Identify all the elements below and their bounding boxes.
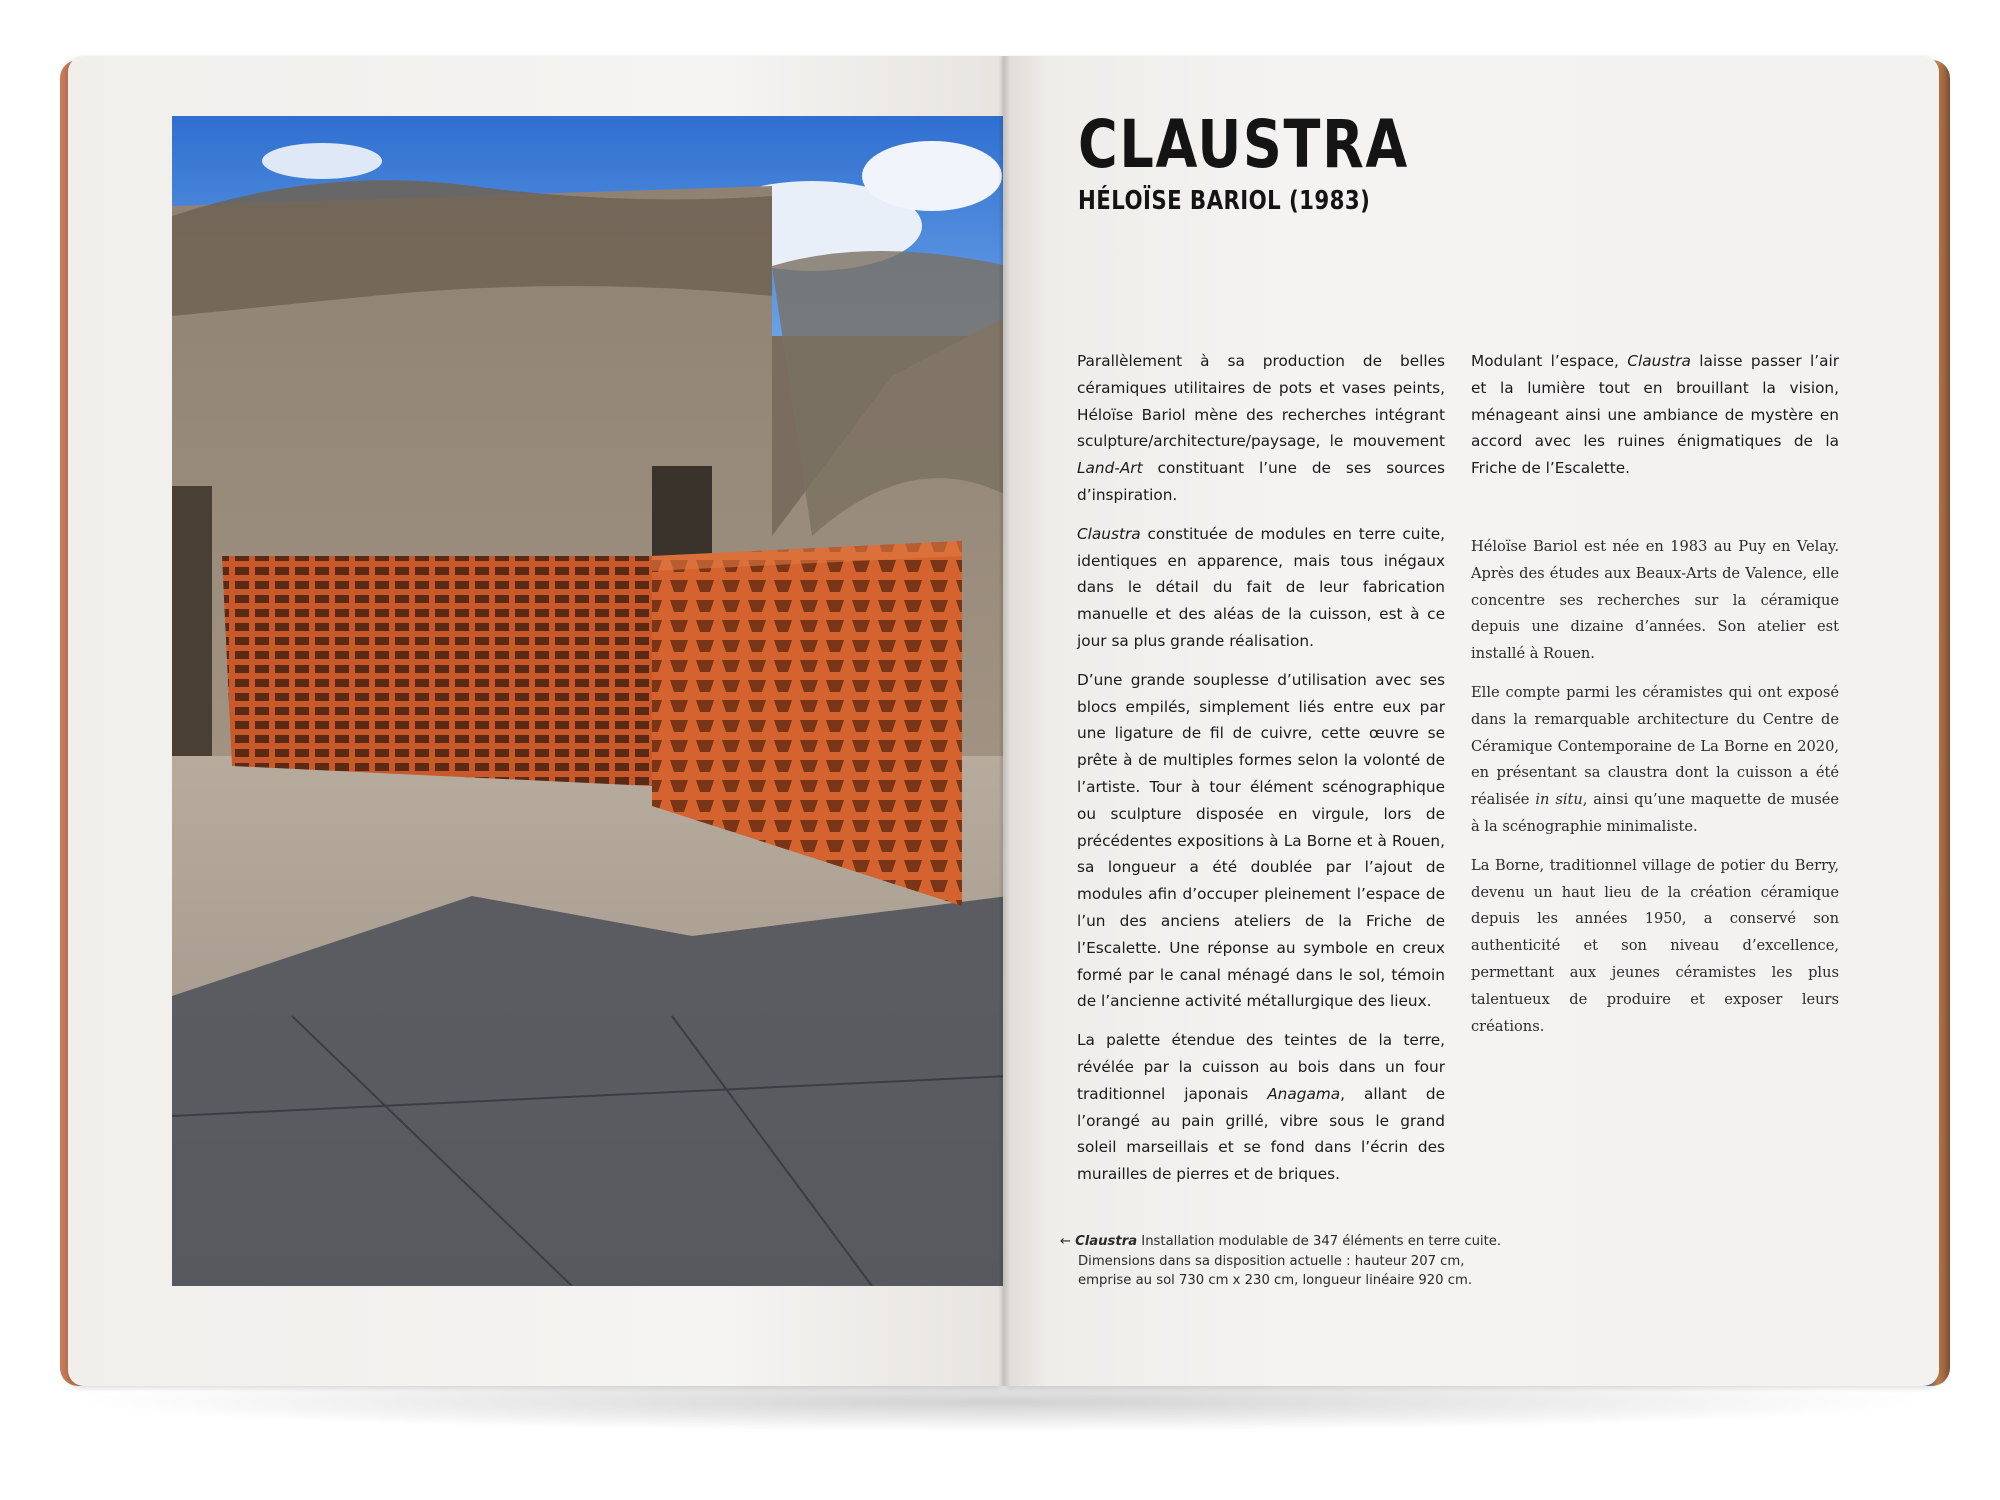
artist-subtitle: HÉLOÏSE BARIOL (1983) [1078, 186, 1371, 216]
cloud [862, 141, 1002, 211]
photo-illustration [172, 116, 1008, 1286]
claustra-wall-front [222, 556, 652, 786]
text-column-1 [1077, 348, 1445, 1200]
photo-caption: ← Claustra Installation modulable de 347 éléments en terre cuite. Dimensions dans sa disposition actuelle : hauteur 207 cm, emprise au sol 730 cm x 230 cm, longueur linéaire 920 cm. [1060, 1234, 1502, 1288]
claustra-installation-photo [172, 116, 1008, 1286]
page-title: CLAUSTRA [1078, 106, 1409, 183]
spine [998, 56, 1010, 1386]
cloud [262, 143, 382, 179]
left-page [68, 56, 1003, 1386]
artist-bio-column [1471, 534, 1839, 1052]
wall-shadow [172, 486, 212, 796]
wall-opening [652, 466, 712, 566]
paragraph: Parallèlement à sa production de belles céramiques utilitaires de pots et vases peints, Héloïse Bariol mène des recherches intégrant sculpture/architecture/paysage, le mouvement Land-Art constituant l’une de ses sources d’inspiration. [1077, 352, 1445, 504]
arrow-left-icon: ← [1060, 1234, 1072, 1249]
paragraph: Modulant l’espace, Claustra laisse passer l’air et la lumière tout en brouillant la vision, ménageant ainsi une ambiance de mystère en accord avec les ruines énigmatiques de la Friche de l’Escalette. [1471, 352, 1840, 478]
paragraph: Claustra constituée de modules en terre cuite, identiques en apparence, mais tous inégaux dans le détail du fait de leur fabrication manuelle et des aléas de la cuisson, est à ce jour sa plus grande réalisation. [1077, 524, 1445, 650]
paragraph: La palette étendue des teintes de la terre, révélée par la cuisson au bois dans un four traditionnel japonais Anagama, allant de l’orangé au pain grillé, vibre sous le grand soleil marseillais et se fond dans l’écrin des murailles de pierres et de briques. [1077, 1031, 1446, 1184]
paragraph: Elle compte parmi les céramistes qui ont exposé dans la remarquable architecture du Centre de Céramique Contemporaine de La Borne en 2020, en présentant sa claustra dont la cuisson a été réalisée in situ, ainsi qu’une maquette de musée à la scénographie minimaliste. [1471, 683, 1839, 835]
paragraph: La Borne, traditionnel village de potier du Berry, devenu un haut lieu de la création céramique depuis les années 1950, a conservé son authenticité et son niveau d’excellence, permettant aux jeunes céramistes les plus talentueux de produire et exposer leurs créations. [1471, 856, 1839, 1035]
paragraph: Héloïse Bariol est née en 1983 au Puy en Velay. Après des études aux Beaux-Arts de Valence, elle concentre ses recherches sur la céramique depuis une dizaine d’années. Son atelier est installé à Rouen. [1471, 538, 1839, 663]
shadow-area [172, 896, 1008, 1286]
text-column-2 [1471, 348, 1839, 494]
paragraph: D’une grande souplesse d’utilisation avec ses blocs empilés, simplement liés entre eux par une ligature de fil de cuivre, cette œuvre se prête à de multiples formes selon la volonté de l’artiste. Tour à tour élément scénographique ou sculpture disposée en virgule, lors de précédentes expositions à La Borne et à Rouen, sa longueur a été doublée par l’ajout de modules afin d’occuper pleinement l’espace de l’un des anciens ateliers de la Friche de l’Escalette. Une réponse au symbole en creux formé par le canal ménagé dans le sol, témoin de l’ancienne activité métallurgique des lieux. [1077, 670, 1445, 1011]
